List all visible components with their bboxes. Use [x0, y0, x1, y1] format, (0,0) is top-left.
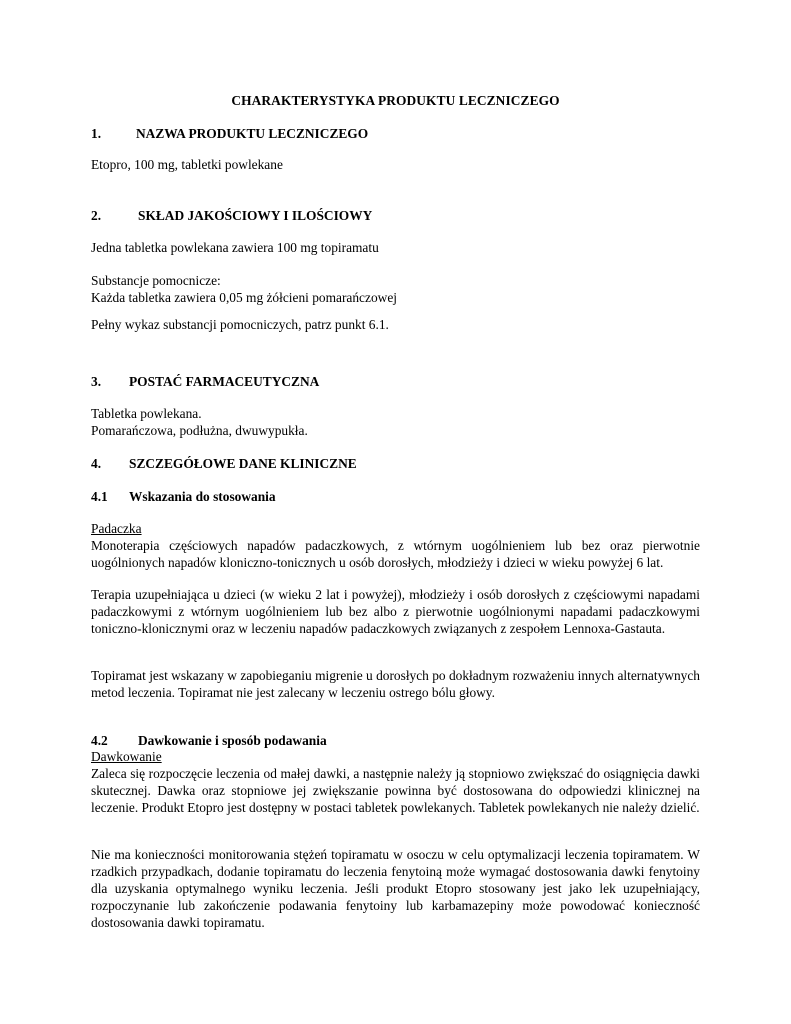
section-4-2-subheading: Dawkowanie [91, 749, 162, 764]
section-2-paragraph-2-line-2: Każda tabletka zawiera 0,05 mg żółcieni pomarańczowej [91, 290, 397, 305]
section-4-1-heading: Wskazania do stosowania [129, 489, 276, 504]
section-3-heading: POSTAĆ FARMACEUTYCZNA [129, 374, 320, 389]
section-2-number: 2. [91, 208, 102, 223]
section-3-line-1: Tabletka powlekana. [91, 406, 202, 421]
section-2-heading: SKŁAD JAKOŚCIOWY I ILOŚCIOWY [138, 208, 373, 223]
section-4-1-subheading: Padaczka [91, 521, 142, 536]
section-2-paragraph-1: Jedna tabletka powlekana zawiera 100 mg topiramatu [91, 240, 379, 255]
section-4-2-paragraph-1: Zaleca się rozpoczęcie leczenia od małej dawki, a następnie należy ją stopniowo zwiększać do osiągnięcia dawki skutecznej. Dawka oraz stopniowe jej zwiększanie powinna być dostosowana do odpowiedzi klinicznej na leczenie. Produkt Etopro jest dostępny w postaci tabletek powlekanych. Tabletek powlekanych nie należy dzielić. [91, 766, 700, 815]
section-4-heading: SZCZEGÓŁOWE DANE KLINICZNE [129, 456, 357, 471]
section-1-text: Etopro, 100 mg, tabletki powlekane [91, 157, 283, 172]
section-3-line-2: Pomarańczowa, podłużna, dwuwypukła. [91, 423, 308, 438]
section-4-2-paragraph-2: Nie ma konieczności monitorowania stężeń topiramatu w osoczu w celu optymalizacji leczenia topiramatem. W rzadkich przypadkach, dodanie topiramatu do leczenia fenytoiną może wymagać dostosowania dawki fenytoiny dla uzyskania optymalnego wyniku leczenia. Jeśli produkt Etopro stosowany jest jako lek uzupełniający, rozpoczynanie lub zakończenie podawania fenytoiny lub karbamazepiny może powodować konieczność dostosowania dawki topiramatu. [91, 847, 700, 930]
section-4-1-paragraph-3: Topiramat jest wskazany w zapobieganiu migrenie u dorosłych po dokładnym rozważeniu innych alternatywnych metod leczenia. Topiramat nie jest zalecany w leczeniu ostrego bólu głowy. [91, 668, 700, 700]
section-4-2-heading: Dawkowanie i sposób podawania [138, 733, 327, 748]
section-4-2-number: 4.2 [91, 733, 108, 748]
section-2-paragraph-3: Pełny wykaz substancji pomocniczych, patrz punkt 6.1. [91, 317, 389, 332]
section-1-number: 1. [91, 126, 102, 141]
section-4-1-paragraph-2: Terapia uzupełniająca u dzieci (w wieku 2 lat i powyżej), młodzieży i osób dorosłych z częściowymi napadami padaczkowymi z wtórnym uogólnieniem lub bez albo z pierwotnie uogólnionymi napadami padaczkowymi toniczno-klonicznymi oraz w leczeniu napadów padaczkowych związanych z zespołem Lennoxa-Gastauta. [91, 587, 700, 636]
section-2-paragraph-2-line-1: Substancje pomocnicze: [91, 273, 221, 288]
section-1-heading: NAZWA PRODUKTU LECZNICZEGO [136, 126, 369, 141]
section-4-1-number: 4.1 [91, 489, 108, 504]
section-4-number: 4. [91, 456, 102, 471]
document-title: CHARAKTERYSTYKA PRODUKTU LECZNICZEGO [231, 93, 560, 108]
section-4-1-paragraph-1: Monoterapia częściowych napadów padaczkowych, z wtórnym uogólnieniem lub bez oraz pierwotnie uogólnionych napadów kloniczno-tonicznych u osób dorosłych, młodzieży i dzieci w wieku powyżej 6 lat. [91, 538, 700, 570]
section-3-number: 3. [91, 374, 102, 389]
